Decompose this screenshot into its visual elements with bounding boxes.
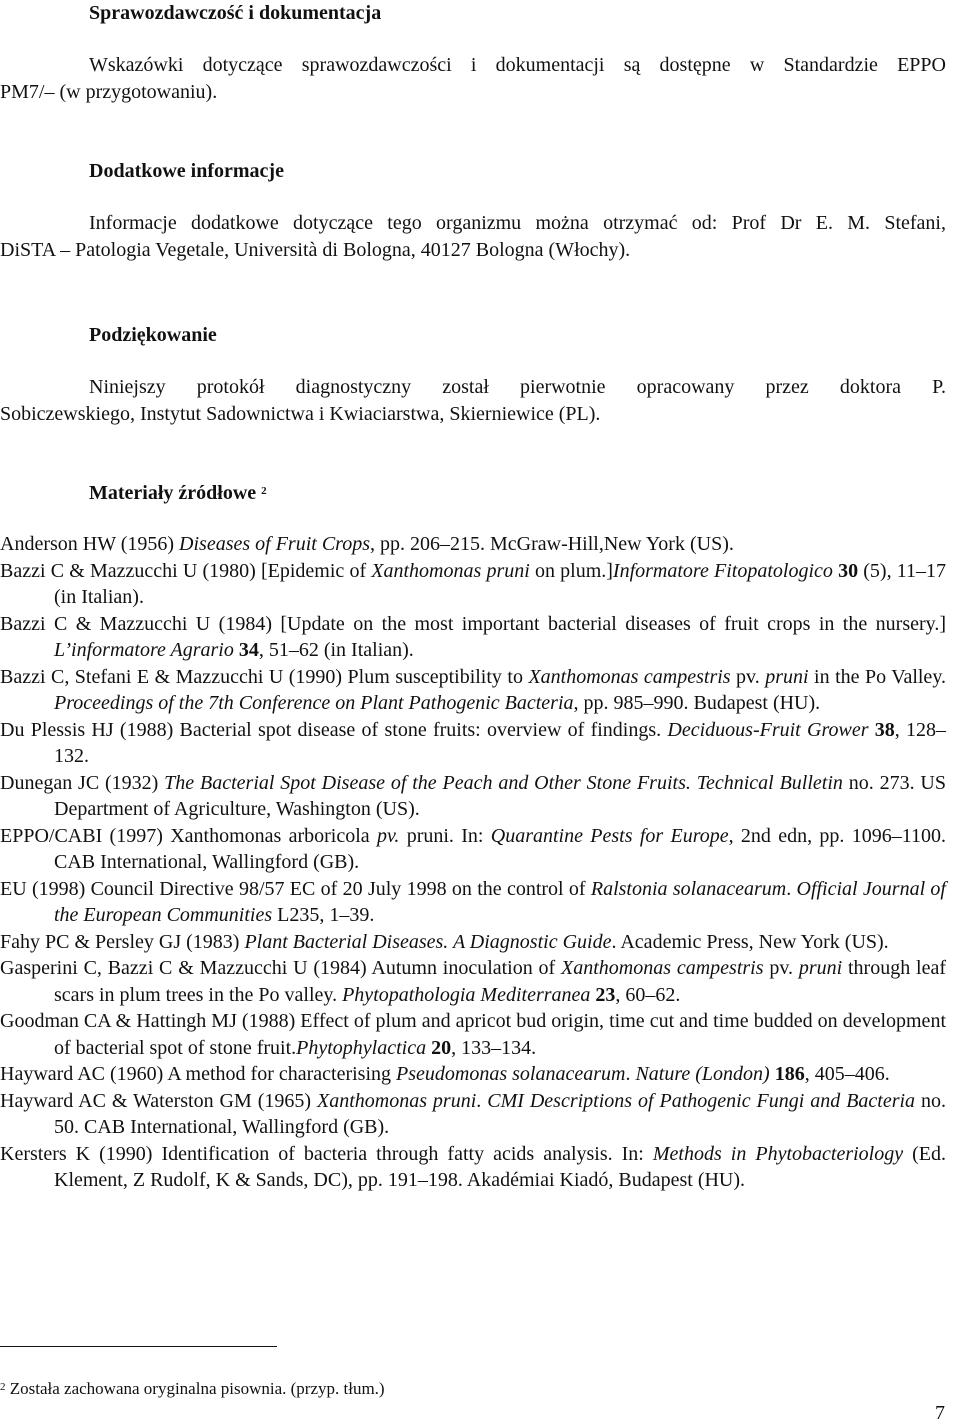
paragraph-further-info [0,210,946,263]
heading-references [89,480,267,506]
reference-item: Du Plessis HJ (1988) Bacterial spot disease of stone fruits: overview of findings. Deciduous-Fruit Grower 38, 128–132. [0,718,947,767]
reference-item: Dunegan JC (1932) The Bacterial Spot Disease of the Peach and Other Stone Fruits. Technical Bulletin no. 273. US Department of Agriculture, Washington (US). [0,771,946,820]
heading-further-info: Dodatkowe informacje [89,160,284,182]
paragraph-line: DiSTA – Patologia Vegetale, Università di Bologna, 40127 Bologna (Włochy). [0,238,631,261]
paragraph-acknowledgements [0,374,946,427]
reference-item: Bazzi C & Mazzucchi U (1984) [Update on the most important bacterial diseases of fruit crops in the nursery.] L’informatore Agrario 34, 51–62 (in Italian). [0,612,946,661]
paragraph-line: Informacje dodatkowe dotyczące tego organizmu można otrzymać od: Prof Dr E. M. Stefani, [89,212,946,234]
reference-item: Gasperini C, Bazzi C & Mazzucchi U (1984) Autumn inoculation of Xanthomonas campestris pv. pruni through leaf scars in plum trees in the Po valley. Phytopathologia Mediterranea 23, 60–62. [0,957,946,1006]
reference-item: Kersters K (1990) Identification of bacteria through fatty acids analysis. In: Methods in Phytobacteriology (Ed. Klement, Z Rudolf, K & Sands, DC), pp. 191–198. Akadémiai Kiadó, Budapest (HU). [0,1142,946,1191]
heading-acknowledgements: Podziękowanie [89,324,217,346]
footnote-mark: 2 [261,485,267,497]
reference-list [0,531,946,1194]
heading-references-text: Materiały źródłowe [89,482,257,504]
reference-item: EPPO/CABI (1997) Xanthomonas arboricola pv. pruni. In: Quarantine Pests for Europe, 2nd edn, pp. 1096–1100. CAB International, Wallingford (GB). [0,824,946,873]
reference-item: Bazzi C & Mazzucchi U (1980) [Epidemic of Xanthomonas pruni on plum.]Informatore Fitopatologico 30 (5), 11–17 (in Italian). [0,559,947,608]
reference-item: Bazzi C, Stefani E & Mazzucchi U (1990) Plum susceptibility to Xanthomonas campestris pv. pruni in the Po Valley. Proceedings of the 7th Conference on Plant Pathogenic Bacteria, pp. 985–990. Budapest (HU). [0,665,947,714]
reference-item: Anderson HW (1956) Diseases of Fruit Crops, pp. 206–215. McGraw-Hill,New York (US). [0,533,734,555]
footnote-text: Została zachowana oryginalna pisownia. (przyp. tłum.) [9,1379,385,1398]
paragraph-line: Sobiczewskiego, Instytut Sadownictwa i Kwiaciarstwa, Skierniewice (PL). [0,402,601,425]
reference-item: Hayward AC & Waterston GM (1965) Xanthomonas pruni. CMI Descriptions of Pathogenic Fungi and Bacteria no. 50. CAB International, Wallingford (GB). [0,1089,947,1138]
paragraph-line: PM7/– (w przygotowaniu). [0,80,218,103]
footnote-divider [0,1346,277,1347]
reference-item: Hayward AC (1960) A method for characterising Pseudomonas solanacearum. Nature (London) 186, 405–406. [0,1063,890,1085]
reference-item: Goodman CA & Hattingh MJ (1988) Effect of plum and apricot bud origin, time cut and time budded on development of bacterial spot of stone fruit.Phytophylactica 20, 133–134. [0,1010,946,1059]
footnote-number: 2 [0,1381,6,1393]
heading-reporting: Sprawozdawczość i dokumentacja [89,2,382,24]
reference-item: Fahy PC & Persley GJ (1983) Plant Bacterial Diseases. A Diagnostic Guide. Academic Press, New York (US). [0,930,889,953]
page-number: 7 [935,1402,945,1424]
reference-item: EU (1998) Council Directive 98/57 EC of 20 July 1998 on the control of Ralstonia solanacearum. Official Journal of the European Communities L235, 1–39. [0,877,946,926]
paragraph-line: Niniejszy protokół diagnostyczny został pierwotnie opracowany przez doktora P. [89,376,946,398]
paragraph-line: Wskazówki dotyczące sprawozdawczości i dokumentacji są dostępne w Standardzie EPPO [89,54,946,76]
footnote [0,1378,385,1400]
paragraph-reporting [0,52,946,105]
